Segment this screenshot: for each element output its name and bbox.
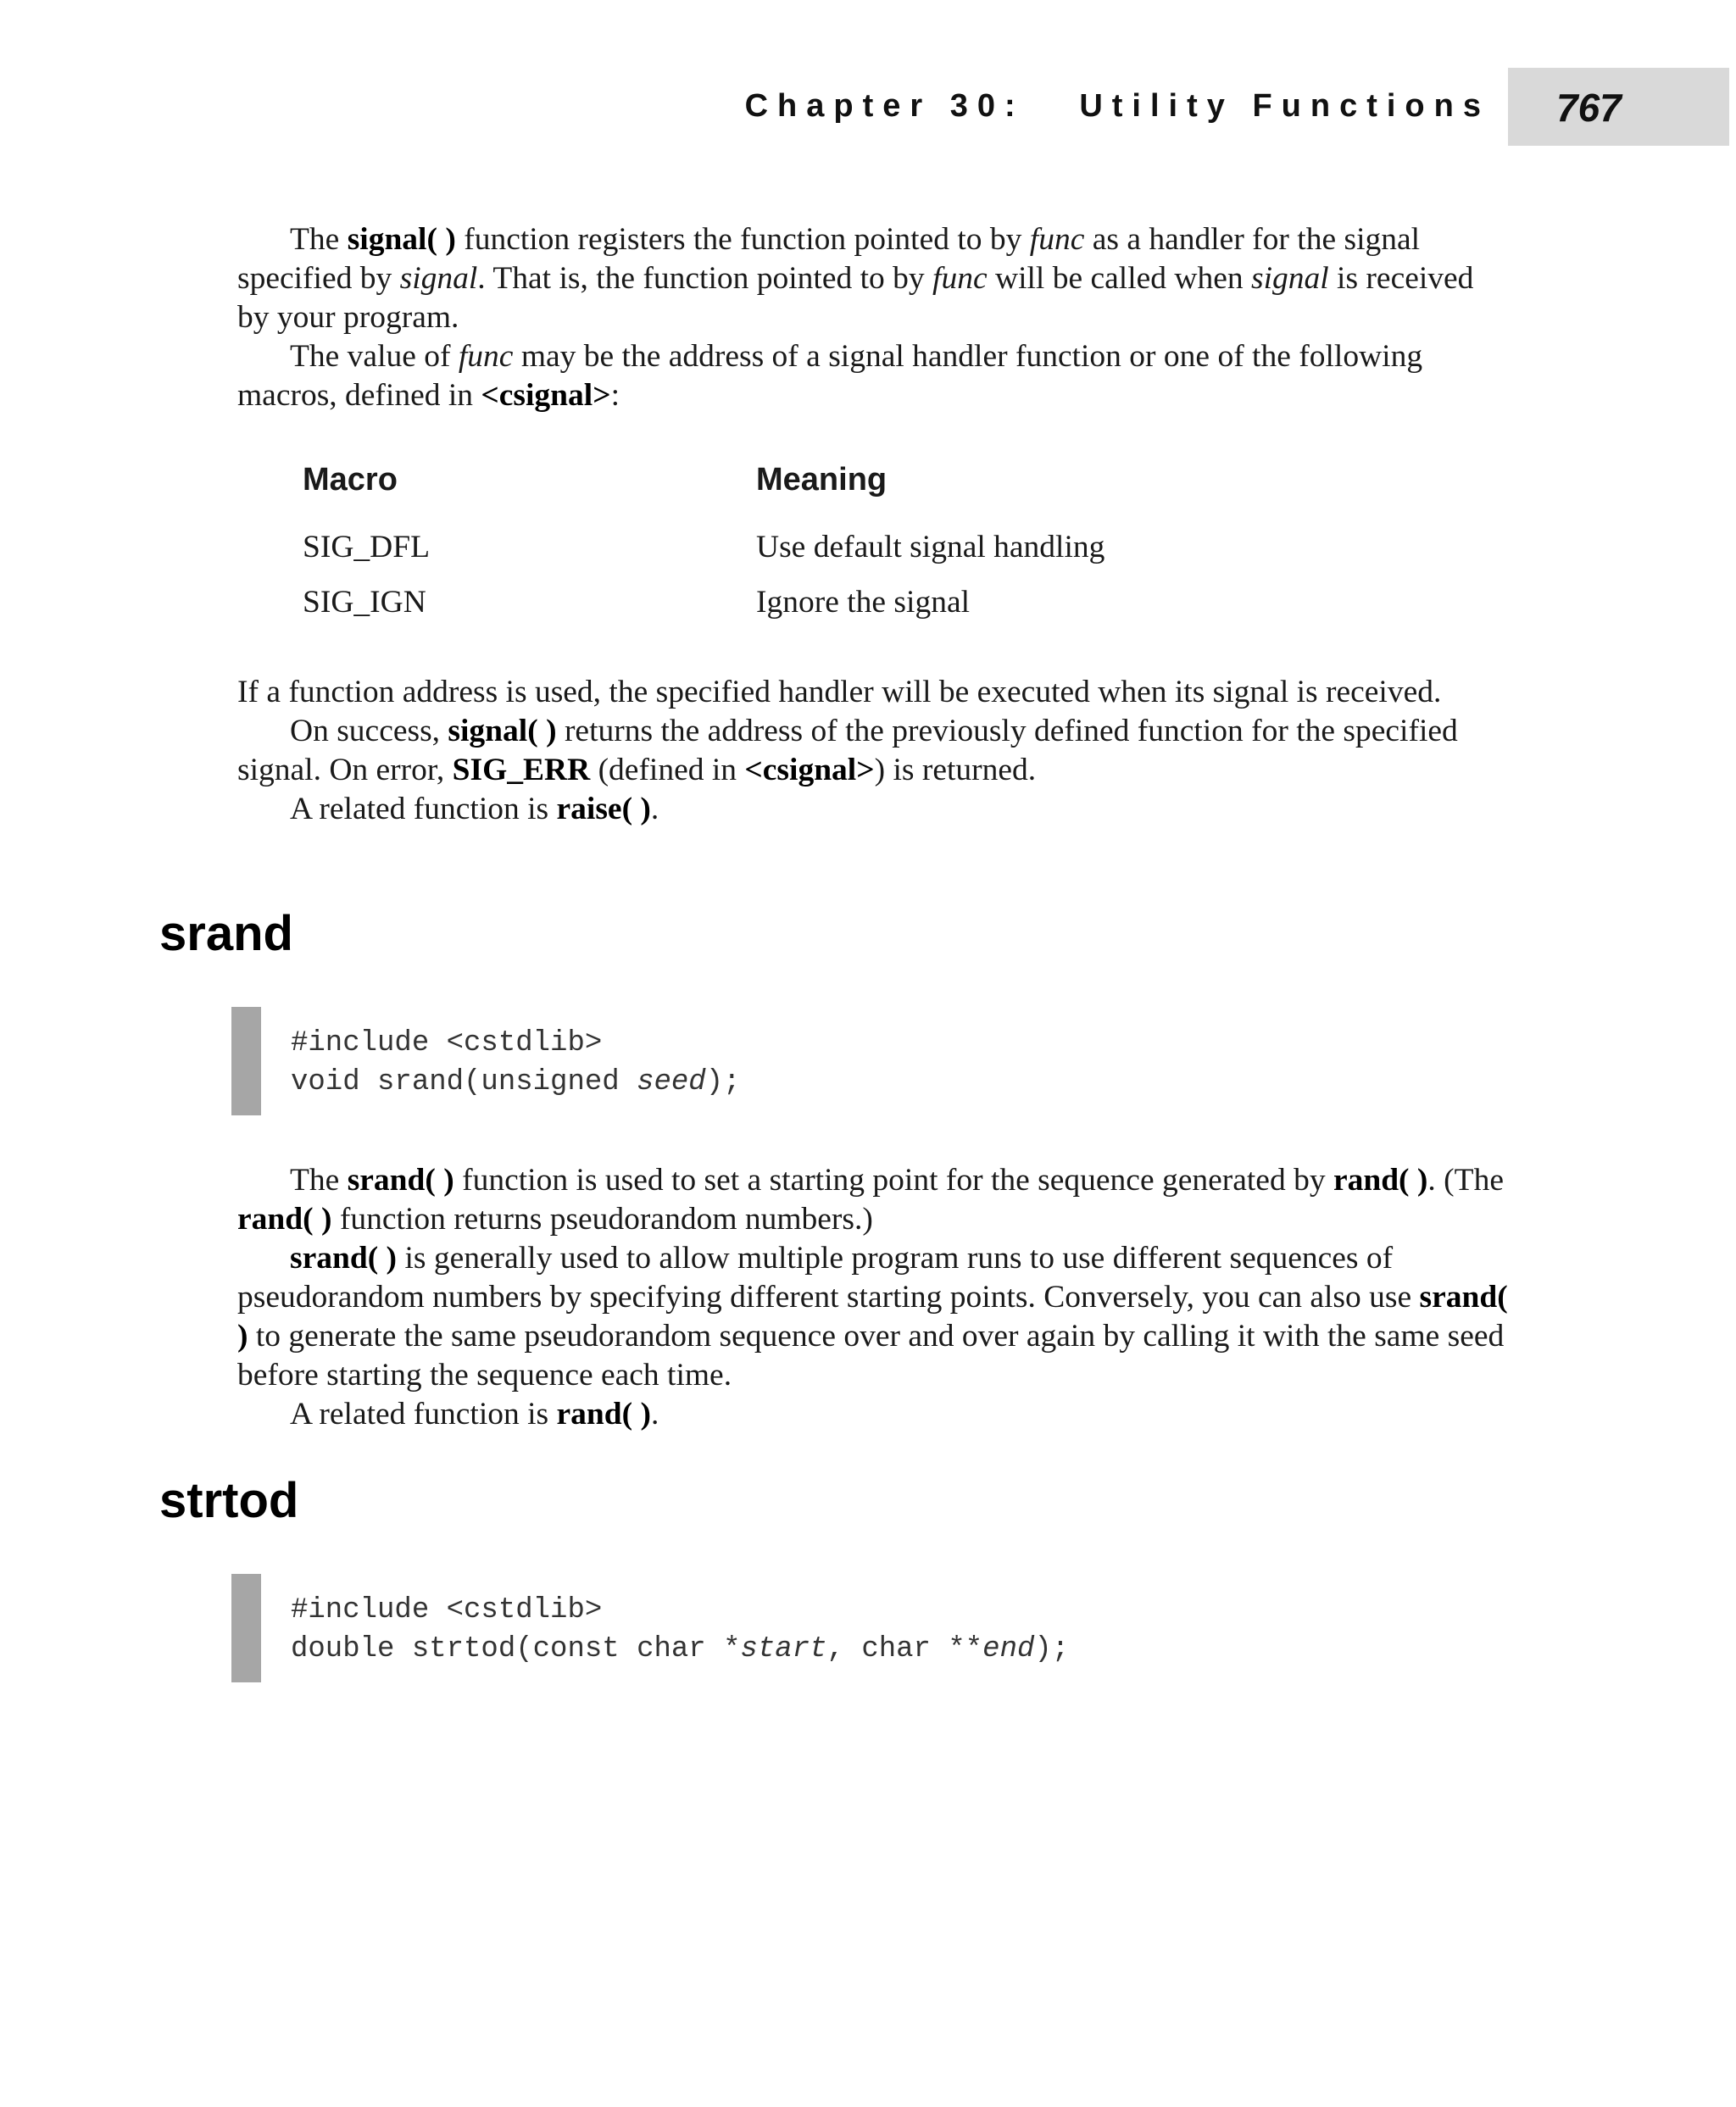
signal-description xyxy=(237,220,1509,415)
srand-paragraph-2: srand( ) is generally used to allow multiple program runs to use different sequences of pseudorandom numbers by specifying different starting points. Conversely, you can also use srand( ) to generate the same pseudorandom sequence over and over again by calling it with the same seed before starting the sequence each time. xyxy=(237,1241,1508,1393)
signal-paragraph-3: If a function address is used, the specified handler will be executed when its signal is received. xyxy=(237,675,1442,709)
code-line: void srand(unsigned seed); xyxy=(291,1066,741,1098)
strtod-code-block xyxy=(231,1574,1418,1682)
signal-paragraph-5: A related function is raise( ). xyxy=(290,792,659,826)
table-header-macro: Macro xyxy=(303,462,398,498)
code-line: #include <cstdlib> xyxy=(291,1027,603,1059)
strtod-code xyxy=(291,1591,1069,1669)
srand-paragraph-1: The srand( ) function is used to set a starting point for the sequence generated by rand( ). (The rand( ) function returns pseudorandom numbers.) xyxy=(237,1163,1504,1237)
srand-paragraph-3: A related function is rand( ). xyxy=(290,1397,659,1432)
table-cell-macro: SIG_IGN xyxy=(303,585,426,620)
signal-paragraph-2: The value of func may be the address of a signal handler function or one of the following macros, defined in <csignal>: xyxy=(237,339,1423,413)
code-line: #include <cstdlib> xyxy=(291,1594,603,1626)
srand-code xyxy=(291,1024,741,1102)
chapter-header: Chapter 30: Utility Functions xyxy=(744,88,1490,124)
section-title-strtod: strtod xyxy=(159,1473,299,1528)
srand-code-block xyxy=(231,1007,1418,1115)
page-number: 767 xyxy=(1556,86,1622,130)
table-header-meaning: Meaning xyxy=(756,462,887,498)
table-cell-meaning: Use default signal handling xyxy=(756,530,1105,564)
code-block-bar xyxy=(231,1574,261,1682)
code-block-bar xyxy=(231,1007,261,1115)
signal-paragraph-1: The signal( ) function registers the function pointed to by func as a handler for the signal specified by signal. That is, the function pointed to by func will be called when signal is received by your program. xyxy=(237,222,1474,335)
table-cell-macro: SIG_DFL xyxy=(303,530,431,564)
srand-description xyxy=(237,1161,1509,1434)
section-title-srand: srand xyxy=(159,906,293,961)
signal-return-description xyxy=(237,673,1509,829)
signal-paragraph-4: On success, signal( ) returns the address of the previously defined function for the specified signal. On error, SIG_ERR (defined in <csignal>) is returned. xyxy=(237,714,1458,787)
table-cell-meaning: Ignore the signal xyxy=(756,585,971,620)
code-line: double strtod(const char *start, char **end); xyxy=(291,1633,1070,1665)
